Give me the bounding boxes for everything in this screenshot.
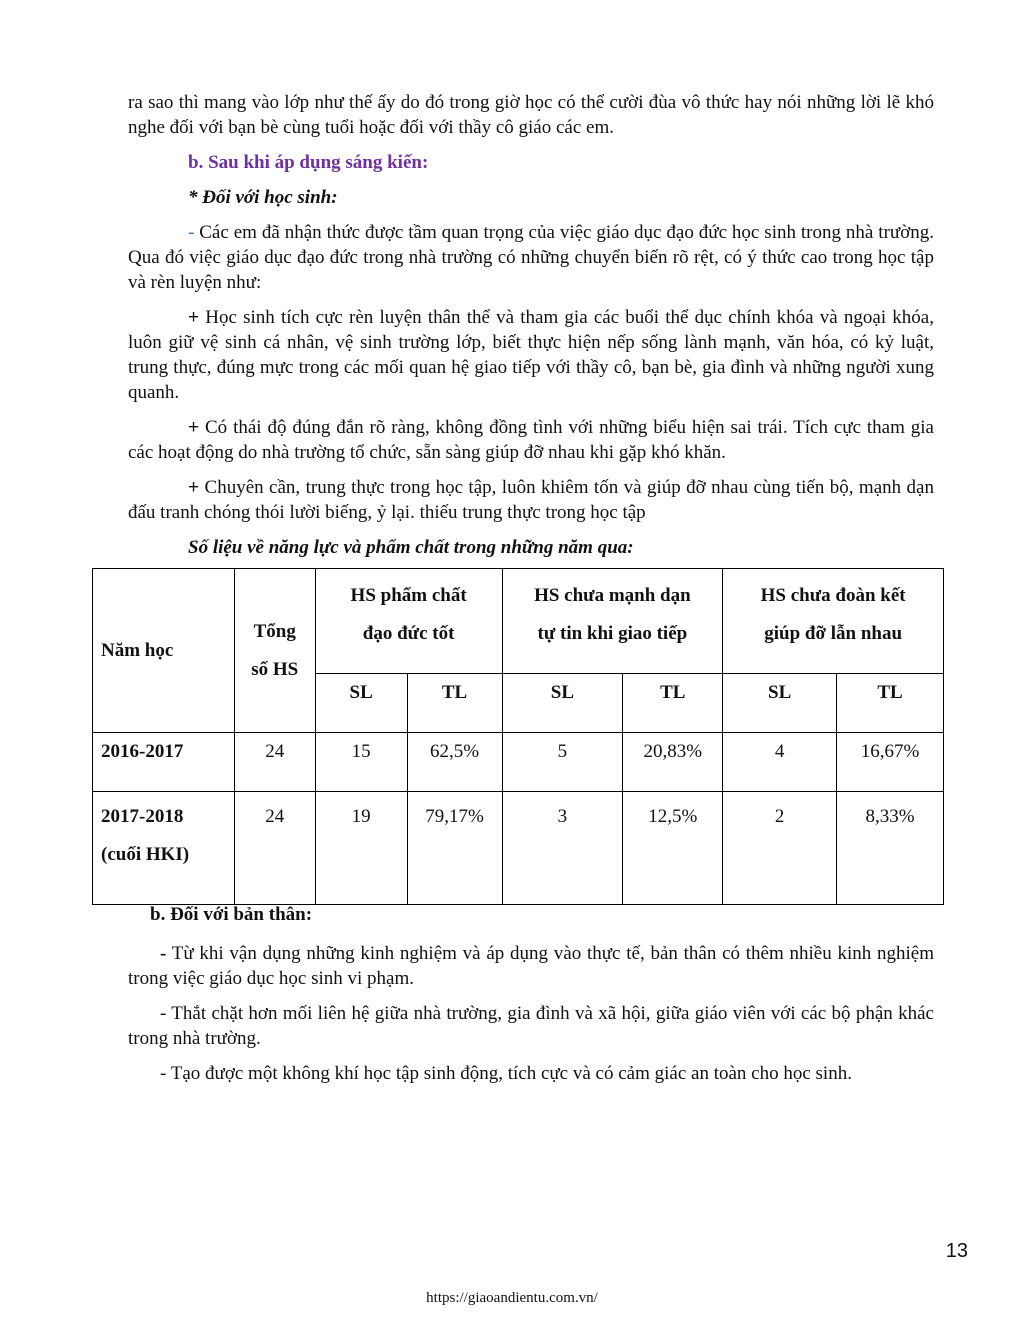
page-number: 13 (945, 1240, 968, 1262)
header-not-confident-line2: tự tin khi giao tiếp (537, 623, 688, 644)
paragraph-relations: - Thắt chặt hơn mối liên hệ giữa nhà trường, gia đình và xã hội, giữa giáo viên với các bộ phận khác trong nhà trường. (128, 1003, 934, 1049)
header-not-united-line2: giúp đỡ lẫn nhau (764, 623, 903, 644)
cell-year-line2: (cuối HKI) (101, 844, 190, 865)
footer-url[interactable]: https://giaoandientu.com.vn/ (426, 1290, 598, 1306)
bullet-physical-text: Học sinh tích cực rèn luyện thân thể và tham gia các buổi thể dục chính khóa và ngoại khóa, luôn giữ vệ sinh cá nhân, vệ sinh trường lớp, biết thực hiện nếp sống lành mạnh, văn hóa, có kỷ luật, trung thực, đúng mực trong các mối quan hệ giao tiếp với thầy cô, bạn bè, gia đình và những người xung quanh. (128, 307, 934, 403)
cell-g3-tl: 8,33% (837, 792, 944, 905)
cell-total: 24 (234, 792, 315, 905)
paragraph-awareness-text: Các em đã nhận thức được tầm quan trọng của việc giáo dục đạo đức học sinh trong nhà trường. Qua đó việc giáo dục đạo đức trong nhà trường có những chuyển biến rõ rệt, có ý thức cao trong học tập và rèn luyện như: (128, 222, 934, 293)
paragraph-awareness (128, 220, 934, 295)
header-total-line2: số HS (251, 658, 299, 680)
subheader-sl: SL (502, 674, 623, 733)
cell-year-line1: 2017-2018 (101, 806, 184, 827)
subheader-tl: TL (407, 674, 502, 733)
cell-g1-sl: 19 (315, 792, 407, 905)
dash-marker: - (188, 222, 195, 243)
cell-g2-sl: 5 (502, 733, 623, 792)
header-year: Năm học (93, 569, 235, 733)
bullet-physical (128, 305, 934, 405)
table-title: Số liệu về năng lực và phẩm chất trong những năm qua: (188, 537, 634, 558)
subheader-sl: SL (315, 674, 407, 733)
plus-marker: + (188, 477, 200, 498)
subheader-tl: TL (623, 674, 723, 733)
cell-year: 2016-2017 (93, 733, 235, 792)
document-body (128, 90, 934, 564)
bullet-attitude (128, 415, 934, 465)
cell-year (93, 792, 235, 905)
cell-g3-sl: 2 (723, 792, 837, 905)
cell-g2-sl: 3 (502, 792, 623, 905)
bullet-attitude-text: Có thái độ đúng đắn rõ ràng, không đồng tình với những biểu hiện sai trái. Tích cực tham gia các hoạt động do nhà trường tổ chức, sẵn sàng giúp đỡ nhau khi gặp khó khăn. (128, 417, 934, 463)
header-not-united (723, 569, 944, 674)
subheader-sl: SL (723, 674, 837, 733)
paragraph-experience (128, 941, 934, 991)
header-not-confident (502, 569, 723, 674)
self-section (128, 902, 934, 1096)
header-total-line1: Tổng (253, 620, 296, 642)
header-good-conduct-line1: HS phẩm chất (350, 585, 467, 606)
statistics-table (92, 568, 944, 905)
cell-g3-tl: 16,67% (837, 733, 944, 792)
cell-g2-tl: 20,83% (623, 733, 723, 792)
header-good-conduct (315, 569, 502, 674)
paragraph-experience-text: Từ khi vận dụng những kinh nghiệm và áp dụng vào thực tế, bản thân có thêm nhiều kinh nghiệm trong việc giáo dục học sinh vi phạm. (128, 943, 934, 989)
subheader-tl: TL (837, 674, 944, 733)
cell-g2-tl: 12,5% (623, 792, 723, 905)
plus-marker: + (188, 307, 200, 328)
bullet-diligence-text: Chuyên cần, trung thực trong học tập, luôn khiêm tốn và giúp đỡ nhau cùng tiến bộ, mạnh dạn đấu tranh chóng thói lười biếng, ỷ lại. thiếu trung thực trong học tập (128, 477, 934, 523)
bullet-diligence (128, 475, 934, 525)
table-row (93, 792, 944, 905)
subheading-students: * Đối với học sinh: (188, 187, 338, 208)
plus-marker: + (188, 417, 200, 438)
cell-g3-sl: 4 (723, 733, 837, 792)
header-good-conduct-line2: đạo đức tốt (362, 623, 455, 644)
paragraph-atmosphere: - Tạo được một không khí học tập sinh động, tích cực và có cảm giác an toàn cho học sinh. (160, 1063, 852, 1084)
header-not-united-line1: HS chưa đoàn kết (760, 585, 906, 606)
table-row (93, 733, 944, 792)
paragraph-intro: ra sao thì mang vào lớp như thế ấy do đó trong giờ học có thể cười đùa vô thức hay nói những lời lẽ khó nghe đối với bạn bè cùng tuổi hoặc đối với thầy cô giáo các em. (128, 92, 934, 138)
cell-g1-sl: 15 (315, 733, 407, 792)
section-heading-after: b. Sau khi áp dụng sáng kiến: (188, 152, 429, 173)
header-total (234, 569, 315, 733)
dash-marker: - (160, 943, 167, 964)
cell-g1-tl: 62,5% (407, 733, 502, 792)
cell-g1-tl: 79,17% (407, 792, 502, 905)
cell-total: 24 (234, 733, 315, 792)
section-heading-self: b. Đối với bản thân: (150, 904, 313, 925)
header-not-confident-line1: HS chưa mạnh dạn (534, 585, 691, 606)
